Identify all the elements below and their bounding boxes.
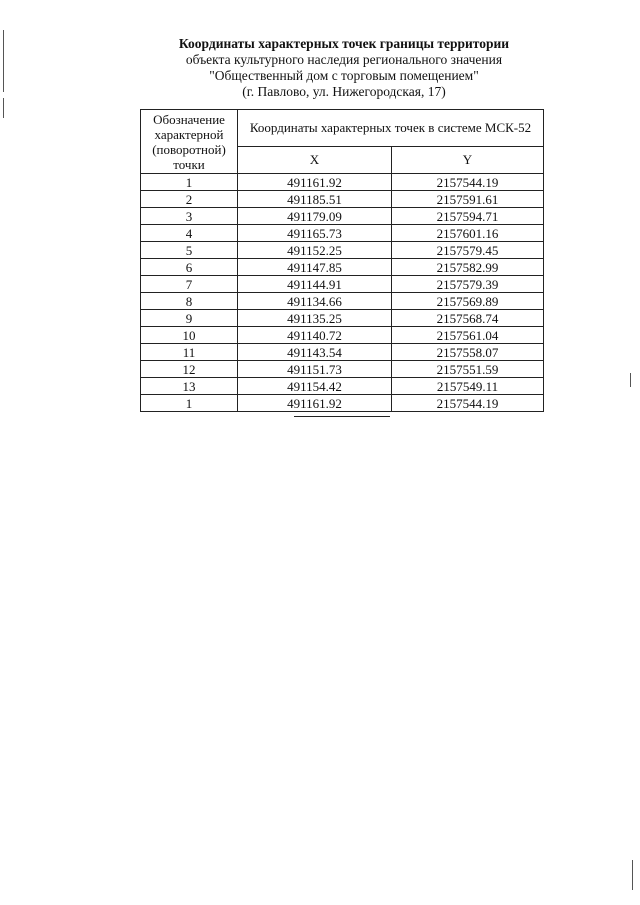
document-subtitle: объекта культурного наследия регионального значения [185,52,503,67]
table-row [141,191,544,208]
table-row [141,344,544,361]
object-address: (г. Павлово, ул. Нижегородская, 17) [242,84,446,99]
table-row [141,259,544,276]
coordinates-table [140,109,544,412]
scan-margin-mark [3,98,4,118]
object-name: "Общественный дом с торговым помещением" [209,68,479,83]
table-row [141,310,544,327]
x-coordinate-cell: 491144.91 [238,276,392,293]
point-id-cell: 1 [141,174,238,191]
y-coordinate-cell: 2157582.99 [392,259,544,276]
y-coordinate-cell: 2157544.19 [392,174,544,191]
x-coordinate-cell: 491161.92 [238,174,392,191]
table-row [141,395,544,412]
document-header [140,36,548,100]
y-column-header: Y [392,146,544,173]
table-row [141,378,544,395]
point-id-cell: 10 [141,327,238,344]
point-id-cell: 3 [141,208,238,225]
end-of-document-line [294,416,390,417]
point-id-cell: 8 [141,293,238,310]
point-id-cell: 9 [141,310,238,327]
point-id-cell: 5 [141,242,238,259]
y-coordinate-cell: 2157594.71 [392,208,544,225]
x-coordinate-cell: 491154.42 [238,378,392,395]
y-coordinate-cell: 2157568.74 [392,310,544,327]
y-coordinate-cell: 2157558.07 [392,344,544,361]
y-coordinate-cell: 2157591.61 [392,191,544,208]
point-id-cell: 1 [141,395,238,412]
document-title: Координаты характерных точек границы территории [178,36,510,51]
point-id-cell: 13 [141,378,238,395]
table-row [141,225,544,242]
y-coordinate-cell: 2157544.19 [392,395,544,412]
table-row [141,276,544,293]
x-coordinate-cell: 491161.92 [238,395,392,412]
table-row [141,174,544,191]
x-coordinate-cell: 491165.73 [238,225,392,242]
x-coordinate-cell: 491179.09 [238,208,392,225]
point-id-cell: 12 [141,361,238,378]
table-row [141,327,544,344]
y-coordinate-cell: 2157579.39 [392,276,544,293]
table-row [141,242,544,259]
scan-margin-mark [630,373,631,387]
scan-margin-mark [632,860,633,890]
table-row [141,208,544,225]
coordinate-system-header: Координаты характерных точек в системе МСК-52 [238,110,544,147]
y-coordinate-cell: 2157569.89 [392,293,544,310]
x-coordinate-cell: 491135.25 [238,310,392,327]
y-coordinate-cell: 2157561.04 [392,327,544,344]
x-column-header: X [238,146,392,173]
point-id-cell: 11 [141,344,238,361]
x-coordinate-cell: 491151.73 [238,361,392,378]
y-coordinate-cell: 2157551.59 [392,361,544,378]
point-id-cell: 2 [141,191,238,208]
x-coordinate-cell: 491147.85 [238,259,392,276]
x-coordinate-cell: 491152.25 [238,242,392,259]
x-coordinate-cell: 491140.72 [238,327,392,344]
point-id-cell: 6 [141,259,238,276]
table-row [141,361,544,378]
y-coordinate-cell: 2157549.11 [392,378,544,395]
point-id-cell: 7 [141,276,238,293]
x-coordinate-cell: 491185.51 [238,191,392,208]
point-column-header: Обозначение характерной (поворотной) точки [141,110,238,174]
y-coordinate-cell: 2157601.16 [392,225,544,242]
x-coordinate-cell: 491134.66 [238,293,392,310]
point-id-cell: 4 [141,225,238,242]
scan-margin-mark [3,30,4,92]
table-row [141,293,544,310]
x-coordinate-cell: 491143.54 [238,344,392,361]
y-coordinate-cell: 2157579.45 [392,242,544,259]
